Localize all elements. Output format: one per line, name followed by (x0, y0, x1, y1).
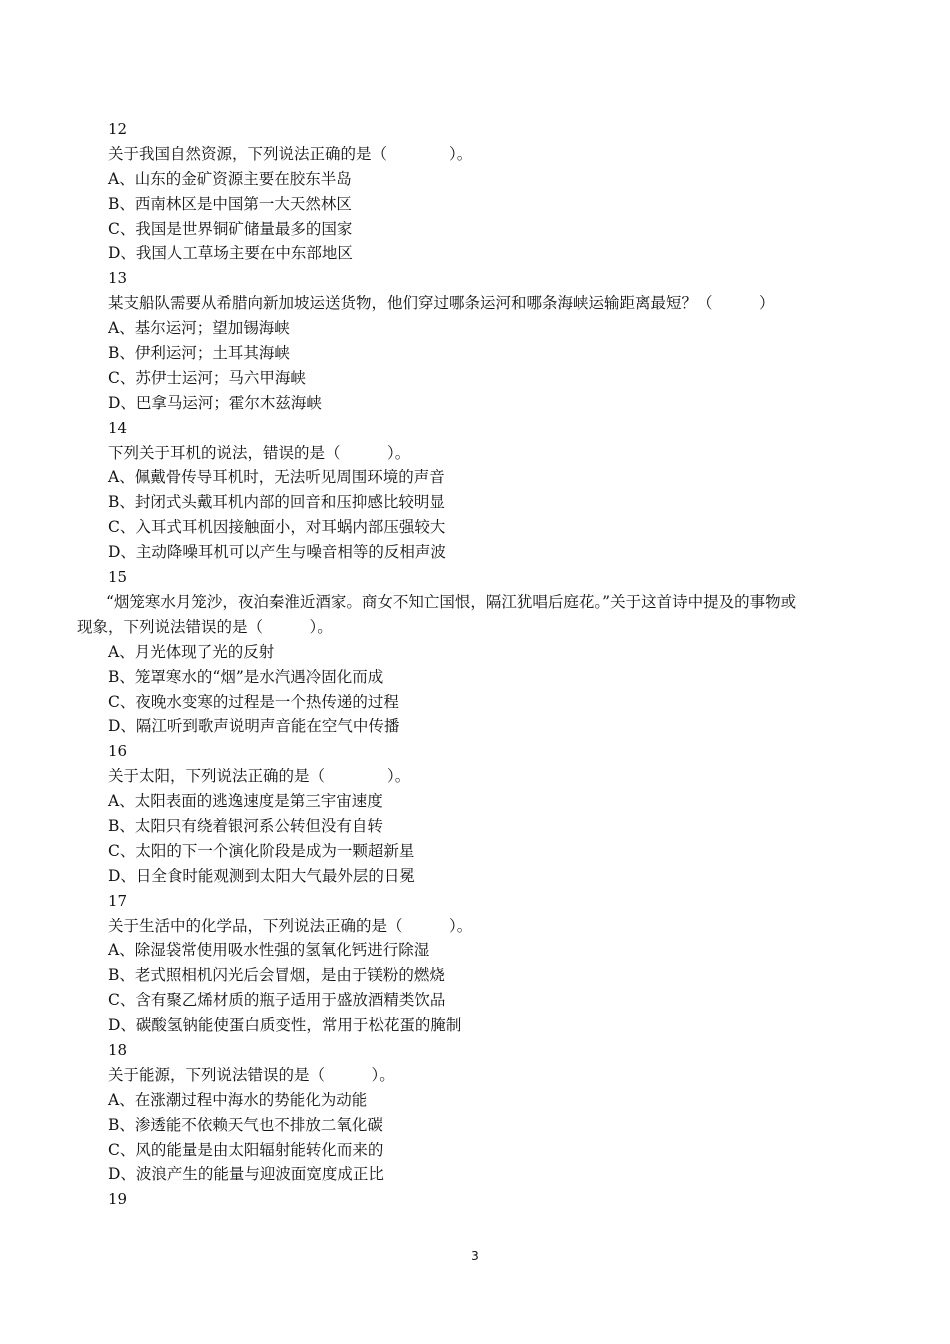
option-b: B、渗透能不依赖天气也不排放二氧化碳 (108, 1115, 383, 1134)
question-number: 14 (108, 418, 128, 437)
question-list (77, 117, 888, 1212)
option-a: A、太阳表面的逃逸速度是第三宇宙速度 (108, 792, 383, 811)
option-c: C、苏伊士运河；马六甲海峡 (108, 368, 306, 387)
question-stem (77, 590, 888, 640)
option-a: A、除湿袋常使用吸水性强的氢氧化钙进行除湿 (108, 941, 430, 960)
option-a: A、佩戴骨传导耳机时，无法听见周围环境的声音 (108, 468, 445, 487)
option-b: B、伊利运河；土耳其海峡 (108, 344, 290, 363)
option-c: C、我国是世界铜矿储量最多的国家 (108, 219, 353, 238)
option-a: A、山东的金矿资源主要在胶东半岛 (108, 169, 352, 188)
question-number: 18 (108, 1040, 128, 1059)
option-b: B、老式照相机闪光后会冒烟，是由于镁粉的燃烧 (108, 966, 445, 985)
question-number: 13 (108, 269, 128, 288)
question-number-19: 19 (108, 1190, 128, 1209)
page-number: 3 (471, 1249, 479, 1263)
option-c: C、含有聚乙烯材质的瓶子适用于盛放酒精类饮品 (108, 991, 446, 1010)
option-a: A、月光体现了光的反射 (108, 642, 275, 661)
question-stem: 关于太阳，下列说法正确的是（ ）。 (108, 767, 411, 786)
question-stem-line-2: 现象，下列说法错误的是（ ）。 (77, 617, 333, 636)
question-16 (108, 739, 888, 888)
option-a: A、在涨潮过程中海水的势能化为动能 (108, 1090, 368, 1109)
question-number: 12 (108, 120, 128, 138)
option-c: C、太阳的下一个演化阶段是成为一颗超新星 (108, 841, 415, 860)
option-d: D、日全食时能观测到太阳大气最外层的日冕 (108, 866, 415, 885)
question-12 (108, 117, 888, 266)
question-17 (108, 889, 888, 1038)
question-number: 16 (108, 742, 128, 761)
option-d: D、碳酸氢钠能使蛋白质变性，常用于松花蛋的腌制 (108, 1016, 462, 1035)
option-d: D、波浪产生的能量与迎波面宽度成正比 (108, 1165, 384, 1184)
option-a: A、基尔运河；望加锡海峡 (108, 319, 290, 338)
question-14 (108, 416, 888, 565)
question-15 (77, 565, 888, 739)
question-stem: 关于能源，下列说法错误的是（ ）。 (108, 1065, 395, 1084)
option-b: B、笼罩寒水的“烟”是水汽遇冷固化而成 (108, 667, 384, 686)
option-b: B、封闭式头戴耳机内部的回音和压抑感比较明显 (108, 493, 445, 512)
option-d: D、主动降噪耳机可以产生与噪音相等的反相声波 (108, 543, 446, 562)
question-stem-line-1: “烟笼寒水月笼沙，夜泊秦淮近酒家。商女不知亡国恨，隔江犹唱后庭花。”关于这首诗中提及的事物或 (106, 592, 797, 611)
option-c: C、风的能量是由太阳辐射能转化而来的 (108, 1140, 384, 1159)
question-stem: 下列关于耳机的说法，错误的是（ ）。 (108, 443, 411, 462)
question-number: 15 (108, 568, 128, 587)
question-stem: 某支船队需要从希腊向新加坡运送货物，他们穿过哪条运河和哪条海峡运输距离最短？（ ） (108, 294, 775, 313)
option-d: D、隔江听到歌声说明声音能在空气中传播 (108, 717, 400, 736)
question-18 (108, 1038, 888, 1187)
question-stem: 关于生活中的化学品，下列说法正确的是（ ）。 (108, 916, 473, 935)
option-d: D、我国人工草场主要在中东部地区 (108, 244, 353, 263)
question-stem: 关于我国自然资源，下列说法正确的是（ ）。 (108, 144, 473, 163)
question-number: 17 (108, 891, 128, 910)
option-b: B、西南林区是中国第一大天然林区 (108, 194, 352, 213)
option-d: D、巴拿马运河；霍尔木兹海峡 (108, 393, 322, 412)
option-b: B、太阳只有绕着银河系公转但没有自转 (108, 816, 383, 835)
option-c: C、夜晚水变寒的过程是一个热传递的过程 (108, 692, 399, 711)
option-c: C、入耳式耳机因接触面小，对耳蜗内部压强较大 (108, 518, 446, 537)
question-13 (108, 266, 888, 415)
